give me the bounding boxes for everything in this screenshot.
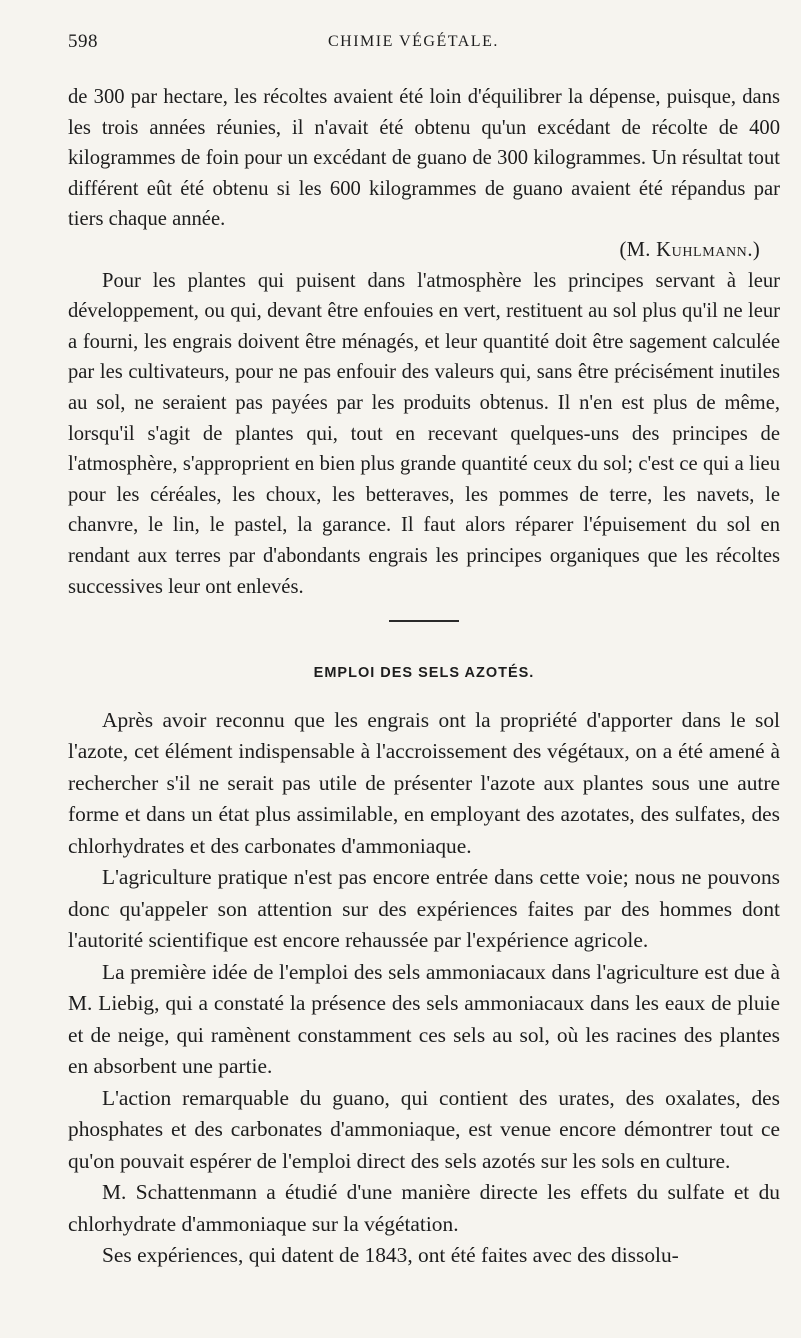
section-heading: EMPLOI DES SELS AZOTÉS. [313, 665, 535, 682]
signature-suffix: .) [747, 238, 760, 261]
page-header [68, 31, 780, 57]
paragraph: La première idée de l'emploi des sels ammoniacaux dans l'agriculture est due à M. Liebig, qui a constaté la présence des sels ammoniacaux dans les eaux de pluie et de neige, qui ramènent constamment ces sels au sol, où les racines des plantes en absorbent une partie. [68, 959, 780, 1079]
page-number: 598 [68, 31, 98, 52]
author-signature [68, 235, 780, 266]
paragraph-plants: Pour les plantes qui puisent dans l'atmosphère les principes servant à leur développement, ou qui, devant être enfouies en vert, restituent au sol plus qu'il ne leur a fourni, les engrais doivent être ménagés, et leur quantité doit être sagement calculée par les cultivateurs, pour ne pas enfouir des valeurs qui, sans être précisément inutiles au sol, ne seraient pas payées par les produits obtenus. Il n'en est plus de même, lorsqu'il s'agit de plantes qui, tout en recevant quelques-uns des principes de l'atmosphère, s'approprient en bien plus grande quantité ceux du sol; c'est ce qui a lieu pour les céréales, les choux, les betteraves, les pommes de terre, les navets, le chanvre, le lin, le pastel, la garance. Il faut alors réparer l'épuisement du sol en rendant aux terres par d'abondants engrais les principes organiques que les récoltes successives leur ont enlevés. [68, 269, 780, 598]
paragraph: L'agriculture pratique n'est pas encore entrée dans cette voie; nous ne pouvons donc qu'appeler son attention sur des expériences faites par des hommes dont l'autorité scientifique est encore rehaussée par l'expérience agricole. [68, 865, 780, 953]
signature-prefix: (M. [619, 238, 657, 261]
section-divider [389, 620, 459, 622]
paragraph: Après avoir reconnu que les engrais ont la propriété d'apporter dans le sol l'azote, cet élément indispensable à l'accroissement des végétaux, on a été amené à rechercher s'il ne serait pas utile de présenter l'azote aux plantes sous une autre forme et dans un état plus assimilable, en employant des azotates, des sulfates, des chlorhydrates et des carbonates d'ammoniaque. [68, 707, 780, 858]
paragraph: M. Schattenmann a étudié d'une manière directe les effets du sulfate et du chlorhydrate d'ammoniaque sur la végétation. [68, 1180, 780, 1236]
paragraph: Ses expériences, qui datent de 1843, ont été faites avec des dissolu- [102, 1243, 679, 1268]
signature-name: Kuhlmann [656, 238, 748, 261]
paragraph-guano-results: de 300 par hectare, les récoltes avaient été loin d'équilibrer la dépense, puisque, dans les trois années réunies, il n'avait été obtenu qu'un excédant de récolte de 400 kilogrammes de foin pour un excédant de guano de 300 kilogrammes. Un résultat tout différent eût été obtenu si les 600 kilogrammes de guano avaient été répandus par tiers chaque année. [68, 86, 780, 231]
section-body [68, 705, 780, 1272]
running-title: CHIMIE VÉGÉTALE. [328, 33, 499, 50]
paragraph: L'action remarquable du guano, qui contient des urates, des oxalates, des phosphates et des carbonates d'ammoniaque, est venue encore démontrer tout ce qu'on pouvait espérer de l'emploi direct des sels azotés sur les sols en culture. [68, 1085, 780, 1173]
body-text [68, 82, 780, 1272]
